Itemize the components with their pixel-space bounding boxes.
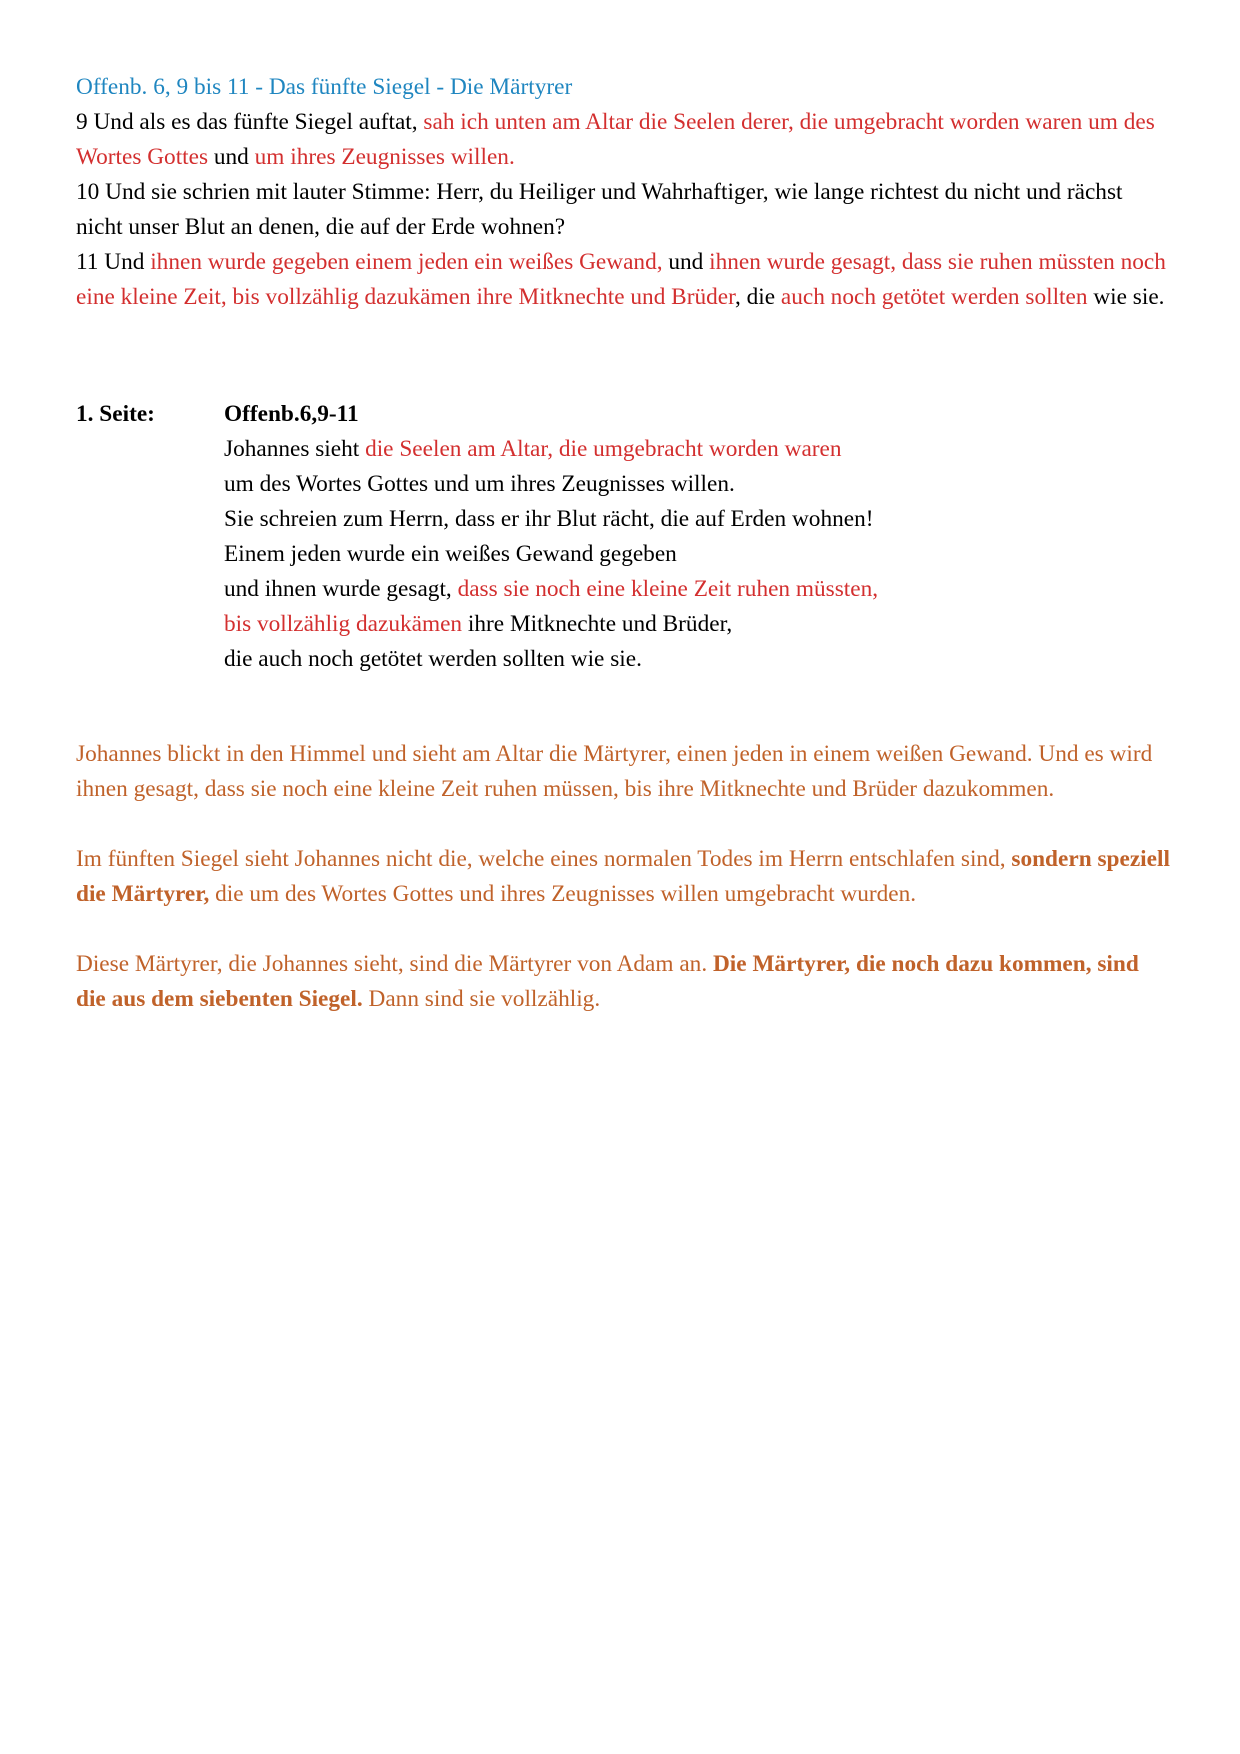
- verse-11-highlight: auch noch getötet werden sollten: [780, 284, 1088, 310]
- verse-9-text: 9 Und als es das fünfte Siegel auftat,: [76, 109, 424, 135]
- summary-line: die auch noch getötet werden sollten wie sie.: [224, 646, 642, 672]
- summary-body: [224, 397, 1172, 677]
- verse-11-text: und: [662, 249, 710, 275]
- verse-9-highlight: sah ich unten am Altar die Seelen derer, die umgebracht worden waren um des Wortes Gottes: [76, 109, 1155, 170]
- verse-11-text: wie sie.: [1087, 284, 1165, 310]
- summary-highlight: die Seelen am Altar, die umgebracht worden waren: [365, 436, 842, 462]
- summary-line: Einem jeden wurde ein weißes Gewand gegeben: [224, 541, 677, 567]
- summary-highlight: dass sie noch eine kleine Zeit ruhen müssten,: [457, 576, 879, 602]
- summary-line: um des Wortes Gottes und um ihres Zeugnisses willen.: [224, 471, 735, 497]
- verse-11-text: 11 Und: [76, 249, 151, 275]
- verse-11-text: , die: [734, 284, 781, 310]
- verse-9-text: und: [208, 144, 255, 170]
- commentary-paragraph-3: [76, 947, 1172, 1017]
- commentary-bold: Die Märtyrer, die noch dazu kommen, sind die aus dem siebenten Siegel.: [76, 951, 1139, 1012]
- summary-text: ihre Mitknechte und Brüder,: [462, 611, 733, 637]
- verse-11: [76, 245, 1172, 315]
- summary-text: Johannes sieht: [224, 436, 366, 462]
- page-summary: [76, 397, 1172, 677]
- summary-line: [224, 432, 1172, 467]
- summary-line: [224, 607, 1172, 642]
- page-title: Offenb. 6, 9 bis 11 - Das fünfte Siegel - Die Märtyrer: [76, 74, 573, 100]
- commentary-text: die um des Wortes Gottes und ihres Zeugnisses willen umgebracht wurden.: [209, 881, 917, 907]
- verse-11-highlight: ihnen wurde gesagt, dass sie ruhen müssten noch eine kleine Zeit, bis vollzählig dazukämen ihre Mitknechte und Brüder: [76, 249, 1166, 310]
- commentary-paragraph-1: Johannes blickt in den Himmel und sieht am Altar die Märtyrer, einen jeden in einem weißen Gewand. Und es wird ihnen gesagt, dass sie noch eine kleine Zeit ruhen müssen, bis ihre Mitknechte und Brüder dazukommen.: [76, 741, 1153, 802]
- summary-label: 1. Seite:: [76, 401, 155, 427]
- verse-9: [76, 105, 1172, 175]
- summary-reference: Offenb.6,9-11: [224, 401, 359, 427]
- commentary-paragraph-2: [76, 842, 1172, 912]
- commentary-bold: sondern speziell die Märtyrer,: [76, 846, 1170, 907]
- commentary-text: Dann sind sie vollzählig.: [362, 986, 601, 1012]
- verse-11-highlight: ihnen wurde gegeben einem jeden ein weißes Gewand,: [150, 249, 663, 275]
- summary-line: [224, 572, 1172, 607]
- verse-10: 10 Und sie schrien mit lauter Stimme: Herr, du Heiliger und Wahrhaftiger, wie lange richtest du nicht und rächst nicht unser Blut an denen, die auf der Erde wohnen?: [76, 179, 1123, 240]
- commentary-text: Diese Märtyrer, die Johannes sieht, sind die Märtyrer von Adam an.: [76, 951, 713, 977]
- summary-line: Sie schreien zum Herrn, dass er ihr Blut rächt, die auf Erden wohnen!: [224, 506, 874, 532]
- verse-9-highlight: um ihres Zeugnisses willen.: [254, 144, 515, 170]
- document-page: [76, 70, 1172, 1017]
- commentary-text: Im fünften Siegel sieht Johannes nicht die, welche eines normalen Todes im Herrn entschlafen sind,: [76, 846, 1012, 872]
- summary-highlight: bis vollzählig dazukämen: [224, 611, 463, 637]
- summary-text: und ihnen wurde gesagt,: [224, 576, 458, 602]
